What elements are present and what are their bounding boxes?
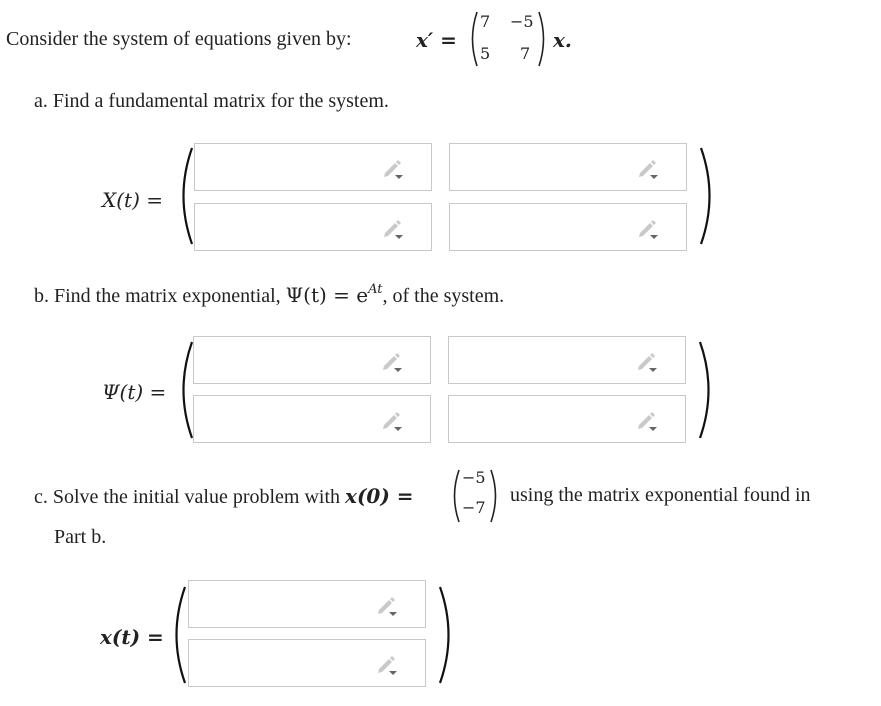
answer-box-a-r1c2[interactable]	[449, 143, 687, 191]
answer-box-b-r1c2[interactable]	[448, 336, 686, 384]
pencil-edit-icon[interactable]	[635, 351, 659, 373]
matrix-cell: −5	[510, 12, 534, 31]
answer-box-b-r1c1[interactable]	[193, 336, 431, 384]
pencil-edit-icon[interactable]	[636, 218, 660, 240]
answer-box-b-r2c1[interactable]	[193, 395, 431, 443]
left-paren-icon	[448, 468, 462, 524]
pencil-edit-icon[interactable]	[381, 218, 405, 240]
left-paren-icon	[175, 146, 195, 246]
part-b-prompt: b. Find the matrix exponential, $\Psi(t) = e^{At}$, of the system.	[34, 282, 505, 307]
answer-box-a-r2c2[interactable]	[449, 203, 687, 251]
left-paren-icon	[466, 10, 480, 68]
intro-lhs: x′ =	[416, 28, 457, 52]
left-paren-icon	[175, 340, 195, 440]
part-c-prompt-line2: Part b.	[54, 526, 107, 548]
matrix-cell: 7	[480, 12, 491, 31]
answer-box-c-r2[interactable]	[188, 639, 426, 687]
matrix-cell: 5	[480, 44, 491, 63]
intro-rhs: x.	[553, 28, 572, 52]
part-b-label: Ψ(t) =	[102, 380, 167, 404]
coefficient-matrix	[466, 8, 552, 68]
pencil-edit-icon[interactable]	[380, 351, 404, 373]
right-paren-icon	[697, 340, 717, 440]
part-c-prompt: c. Solve the initial value problem with x(0) =	[34, 484, 414, 508]
pencil-edit-icon[interactable]	[381, 158, 405, 180]
part-a-label: X(t) =	[102, 188, 163, 212]
answer-box-b-r2c2[interactable]	[448, 395, 686, 443]
pencil-edit-icon[interactable]	[375, 595, 399, 617]
right-paren-icon	[437, 585, 457, 685]
left-paren-icon	[168, 585, 188, 685]
vector-cell: −5	[462, 468, 486, 487]
answer-box-c-r1[interactable]	[188, 580, 426, 628]
pencil-edit-icon[interactable]	[380, 410, 404, 432]
part-a-prompt: a. Find a fundamental matrix for the system.	[34, 90, 389, 112]
part-c-prompt-end: using the matrix exponential found in	[510, 484, 811, 506]
right-paren-icon	[698, 146, 718, 246]
intro-text: Consider the system of equations given by:	[6, 28, 352, 50]
vector-cell: −7	[462, 498, 486, 517]
pencil-edit-icon[interactable]	[636, 158, 660, 180]
matrix-cell: 7	[520, 44, 531, 63]
pencil-edit-icon[interactable]	[635, 410, 659, 432]
right-paren-icon	[536, 10, 550, 68]
pencil-edit-icon[interactable]	[375, 654, 399, 676]
right-paren-icon	[488, 468, 502, 524]
answer-box-a-r1c1[interactable]	[194, 143, 432, 191]
initial-vector	[448, 466, 506, 524]
answer-box-a-r2c1[interactable]	[194, 203, 432, 251]
part-c-label: x(t) =	[100, 625, 164, 649]
